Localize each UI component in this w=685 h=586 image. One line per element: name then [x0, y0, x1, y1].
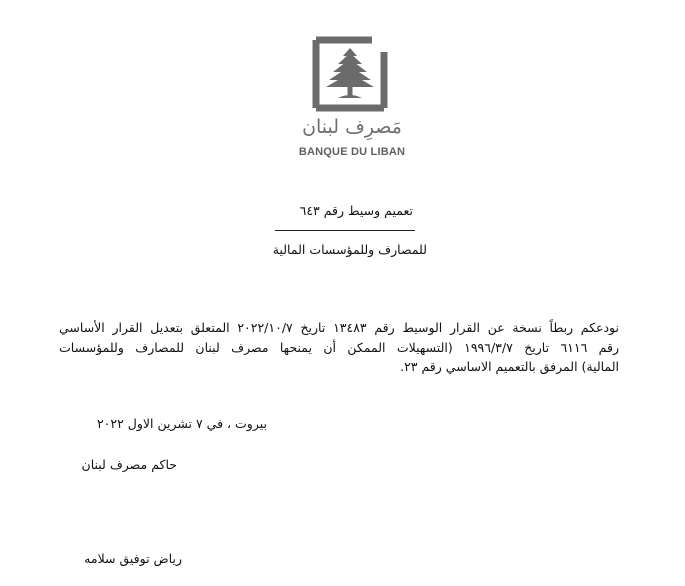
body-line-3: المالية) المرفق بالتعميم الاساسي رقم ٢٣. — [400, 359, 619, 374]
cedar-tree-icon — [312, 36, 388, 112]
logo-arabic-text: مَصرِف لبنان — [302, 116, 402, 138]
place-and-date: بيروت ، في ٧ تشرين الاول ٢٠٢٢ — [96, 416, 267, 431]
signer-title: حاكم مصرف لبنان — [81, 457, 177, 472]
document-title: تعميم وسيط رقم ٦٤٣ — [299, 203, 413, 218]
title-underline — [275, 230, 415, 231]
signer-name: رياض توفيق سلامه — [84, 551, 182, 566]
body-line-1: نودعكم ربطاً نسخة عن القرار الوسيط رقم ١٣٤٨٣ تاريخ ٢٠٢٢/١٠/٧ المتعلق بتعديل القرار الأساسي — [59, 320, 619, 335]
body-line-2: رقم ٦١١٦ تاريخ ١٩٩٦/٣/٧ (التسهيلات الممكن أن يمنحها مصرف لبنان للمصارف وللمؤسسات — [59, 340, 619, 355]
logo-latin-text: BANQUE DU LIBAN — [298, 146, 406, 158]
bank-logo — [297, 36, 407, 166]
recipient-line: للمصارف وللمؤسسات المالية — [272, 242, 427, 257]
